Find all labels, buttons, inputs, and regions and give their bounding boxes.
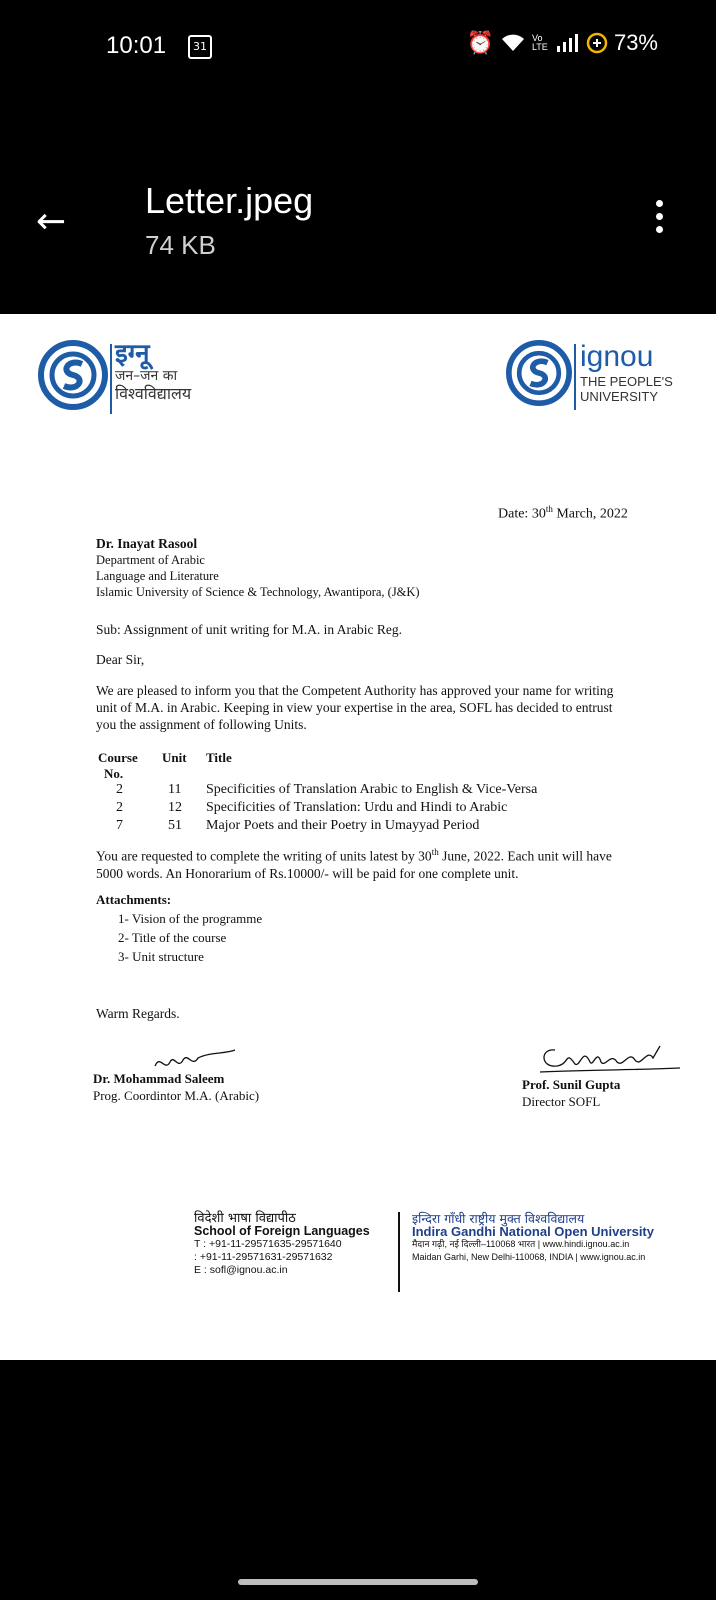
hindi-logo-text: इग्नू जन–जन का विश्वविद्यालय [115,339,192,403]
status-bar [0,0,716,90]
signatory-1: Dr. Mohammad Saleem Prog. Coordintor M.A. (Arabic) [93,1071,260,1103]
status-icons [467,30,658,56]
signal-icon [556,34,580,52]
more-options-icon[interactable] [656,200,664,239]
salutation: Dear Sir, [96,652,145,667]
table-row: 2 [116,782,123,797]
english-logo-text: ignou THE PEOPLE'S UNIVERSITY [580,340,673,404]
volte-icon: Vo LTE [531,33,548,52]
paragraph-2: You are requested to complete the writing of units latest by 30th June, 2022. Each unit will have 5000 words. An Honorarium of Rs.10000/- will be paid for one complete unit. [96,847,612,881]
app-bar [0,90,716,310]
battery-level: 73% [613,30,658,55]
attachments-list: Attachments: 1- Vision of the programme 2- Title of the course 3- Unit structure [96,892,263,964]
ignou-logo-right-icon [506,340,572,406]
file-size: 74 KB [145,230,216,260]
signature-2 [535,1038,685,1078]
ignou-logo-icon [38,340,108,410]
recipient-address: Dr. Inayat Rasool Department of Arabic Language and Literature Islamic University of Science & Technology, Awantipora, (J&K) [96,536,420,599]
table-row: 2 [116,800,123,815]
paragraph-1: We are pleased to inform you that the Competent Authority has approved your name for writing unit of M.A. in Arabic. Keeping in view your expertise in the area, SOFL has decided to entrust you the assignment of following Units. [96,683,614,732]
wifi-icon [500,33,526,53]
table-row: 7 [116,818,123,833]
letter-date: Date: 30th March, 2022 [498,504,628,522]
home-indicator[interactable] [238,1579,478,1585]
letter-image[interactable]: इग्नू जन–जन का विश्वविद्यालय ignou THE PEOPLE'S UNIVERSITY Date: 30th March, 2022 Dr. Inayat Rasool Department of Arabic Language and Literature Islamic University of Science & Technology, Awantipora, (J&K) Sub: Assignment of unit writing for M.A. in Arabic Reg. Dear Sir, We are pleased to inform you that the Competent Authority has approved your name for writing unit of M.A. in Arabic. Keeping in view your expertise in the area, SOFL has decided to entrust you the assignment of following Units. Course No. Unit Title 2 11 Specificities of Translation Arabic to English & Vice-Versa 2 12 Specificities of Translation: Urdu and Hindi to Arabic 7 51 Major Poets and their Poetry in Umayyad Period You are requested to complete the writing of units latest by 30th June, 2022. Each unit will have 5000 words. An Honorarium of Rs.10000/- will be paid for one complete unit. Attachments: 1- Vision of the programme 2- Title of the course 3- Unit structure Warm Regards. Dr. Mohammad Saleem Prog. Coordintor M.A. (Arabic) Prof. Sunil Gupta Director SOFL विदेशी भाषा विद्यापीठ School of Foreign Languages T : +91-11-29571635-29571640 : +91-11-29571631-29571632 E : sofl@ignou.ac.in इन्दिरा गाँधी राष्ट्रीय मुक्त विश्वविद्यालय Indira Gandhi National Open University मैदान गढ़ी, नई दिल्ली–110068 भारत | www.hindi.ignou.ac.in Maidan Garhi, New Delhi-110068, INDIA | www.ignou.ac.in [0,314,716,1360]
footer-school: विदेशी भाषा विद्यापीठ School of Foreign Languages T : +91-11-29571635-29571640 : +91-11-29571631-29571632 E : sofl@ignou.ac.in [194,1211,370,1276]
back-arrow-icon[interactable]: ← [36,201,67,242]
letter-subject: Sub: Assignment of unit writing for M.A. in Arabic Reg. [96,622,402,637]
closing: Warm Regards. [96,1006,180,1021]
file-title: Letter.jpeg [145,180,314,221]
status-time: 10:01 [106,32,167,59]
signatory-2: Prof. Sunil Gupta Director SOFL [522,1077,621,1109]
battery-saver-icon [586,32,608,54]
alarm-icon: ⏰ [466,30,494,55]
footer-university: इन्दिरा गाँधी राष्ट्रीय मुक्त विश्वविद्यालय Indira Gandhi National Open University मैदान गढ़ी, नई दिल्ली–110068 भारत | www.hindi.ignou.ac.in Maidan Garhi, New Delhi-110068, INDIA | www.ignou.ac.in [412,1211,654,1262]
calendar-icon: 31 [188,35,212,59]
